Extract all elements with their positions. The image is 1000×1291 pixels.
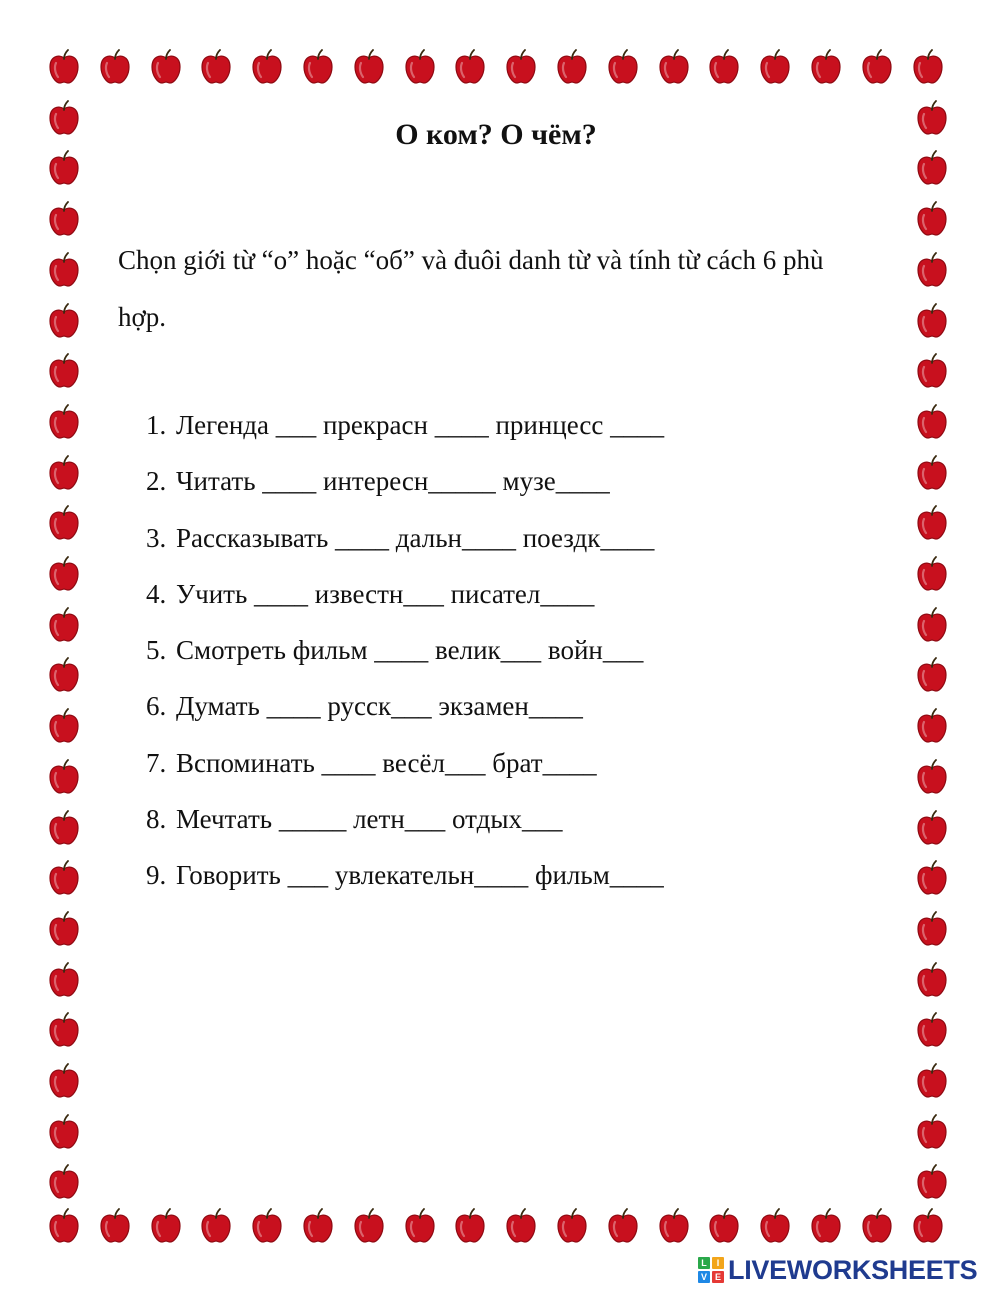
apple-icon (47, 860, 81, 896)
apple-icon (47, 505, 81, 541)
liveworksheets-logo (698, 1255, 977, 1285)
apple-icon (915, 962, 949, 998)
exercise-text: Говорить ___ увлекательн____ фильм____ (176, 860, 664, 891)
apple-icon (47, 252, 81, 288)
logo-letter: E (712, 1271, 724, 1283)
exercise-number: 7. (146, 747, 167, 778)
worksheet-title: О ком? О чём? (395, 118, 597, 151)
apple-icon (98, 1208, 132, 1244)
apple-icon (47, 556, 81, 592)
apple-icon (911, 49, 945, 85)
apple-icon (47, 303, 81, 339)
exercise-item (146, 573, 886, 629)
exercise-item (146, 404, 886, 460)
exercise-text: Рассказывать ____ дальн____ поездк____ (176, 522, 655, 553)
instructions-text: Chọn giới từ “о” hoặc “об” và đuôi danh từ và tính từ cách 6 phù hợp. (118, 245, 824, 332)
apple-icon (47, 49, 81, 85)
apple-icon (301, 49, 335, 85)
exercise-text: Вспоминать ____ весёл___ брат____ (176, 747, 597, 778)
exercise-item (146, 460, 886, 516)
apple-icon (915, 657, 949, 693)
exercise-text: Смотреть фильм ____ велик___ войн___ (176, 635, 644, 666)
exercise-number: 9. (146, 860, 167, 891)
apple-icon (606, 1208, 640, 1244)
apple-icon (915, 810, 949, 846)
apple-icon (860, 49, 894, 85)
apple-icon (47, 404, 81, 440)
apple-icon (504, 49, 538, 85)
apple-icon (47, 1114, 81, 1150)
apple-icon (47, 1012, 81, 1048)
apple-icon (707, 1208, 741, 1244)
logo-letter: L (698, 1257, 710, 1269)
apple-icon (352, 1208, 386, 1244)
apple-icon (555, 1208, 589, 1244)
apple-icon (915, 860, 949, 896)
apple-icon (47, 455, 81, 491)
apple-icon (915, 505, 949, 541)
apple-icon (403, 49, 437, 85)
exercise-text: Мечтать _____ летн___ отдых___ (176, 804, 563, 835)
apple-icon (809, 49, 843, 85)
exercise-number: 8. (146, 804, 167, 835)
apple-icon (915, 556, 949, 592)
apple-icon (47, 759, 81, 795)
apple-icon (915, 353, 949, 389)
exercise-item (146, 854, 886, 910)
apple-icon (47, 201, 81, 237)
apple-icon (453, 1208, 487, 1244)
exercise-number: 4. (146, 578, 167, 609)
exercise-item (146, 517, 886, 573)
apple-icon (915, 1063, 949, 1099)
apple-icon (250, 49, 284, 85)
apple-icon (707, 49, 741, 85)
apple-icon (915, 150, 949, 186)
liveworksheets-wordmark: LIVEWORKSHEETS (728, 1254, 978, 1285)
exercise-number: 1. (146, 410, 167, 440)
apple-icon (915, 1114, 949, 1150)
exercise-number: 2. (146, 466, 167, 497)
apple-icon (758, 1208, 792, 1244)
apple-icon (47, 708, 81, 744)
exercise-number: 5. (146, 635, 167, 666)
exercise-item (146, 685, 886, 741)
apple-icon (352, 49, 386, 85)
apple-icon (915, 607, 949, 643)
apple-icon (555, 49, 589, 85)
exercise-text: Читать ____ интересн_____ музе____ (176, 466, 610, 497)
apple-icon (47, 911, 81, 947)
apple-icon (403, 1208, 437, 1244)
apple-icon (911, 1208, 945, 1244)
apple-icon (199, 49, 233, 85)
apple-icon (47, 607, 81, 643)
apple-icon (915, 1012, 949, 1048)
apple-icon (199, 1208, 233, 1244)
apple-icon (758, 49, 792, 85)
apple-icon (453, 49, 487, 85)
apple-icon (915, 708, 949, 744)
apple-icon (47, 1208, 81, 1244)
apple-icon (915, 455, 949, 491)
exercise-number: 6. (146, 691, 167, 722)
exercise-item (146, 798, 886, 854)
liveworksheets-logo-icon (698, 1257, 724, 1283)
apple-icon (915, 252, 949, 288)
apple-icon (47, 150, 81, 186)
apple-icon (915, 404, 949, 440)
apple-icon (47, 962, 81, 998)
exercise-number: 3. (146, 522, 167, 553)
apple-icon (657, 49, 691, 85)
exercise-item (146, 742, 886, 798)
apple-icon (915, 303, 949, 339)
apple-icon (915, 759, 949, 795)
exercise-text: Думать ____ русск___ экзамен____ (176, 691, 583, 722)
apple-icon (860, 1208, 894, 1244)
apple-icon (149, 1208, 183, 1244)
apple-icon (47, 657, 81, 693)
apple-icon (47, 1063, 81, 1099)
apple-icon (250, 1208, 284, 1244)
apple-icon (47, 1164, 81, 1200)
logo-letter: V (698, 1271, 710, 1283)
apple-icon (915, 1164, 949, 1200)
apple-icon (149, 49, 183, 85)
apple-icon (915, 911, 949, 947)
apple-icon (657, 1208, 691, 1244)
exercise-item (146, 629, 886, 685)
apple-icon (301, 1208, 335, 1244)
apple-icon (47, 353, 81, 389)
apple-icon (606, 49, 640, 85)
exercise-list (146, 404, 886, 911)
logo-letter: I (712, 1257, 724, 1269)
exercise-text: Учить ____ известн___ писател____ (176, 578, 595, 609)
exercise-text: Легенда ___ прекрасн ____ принцесс ____ (176, 410, 665, 440)
apple-icon (47, 810, 81, 846)
apple-icon (915, 201, 949, 237)
apple-icon (809, 1208, 843, 1244)
apple-icon (504, 1208, 538, 1244)
apple-icon (98, 49, 132, 85)
